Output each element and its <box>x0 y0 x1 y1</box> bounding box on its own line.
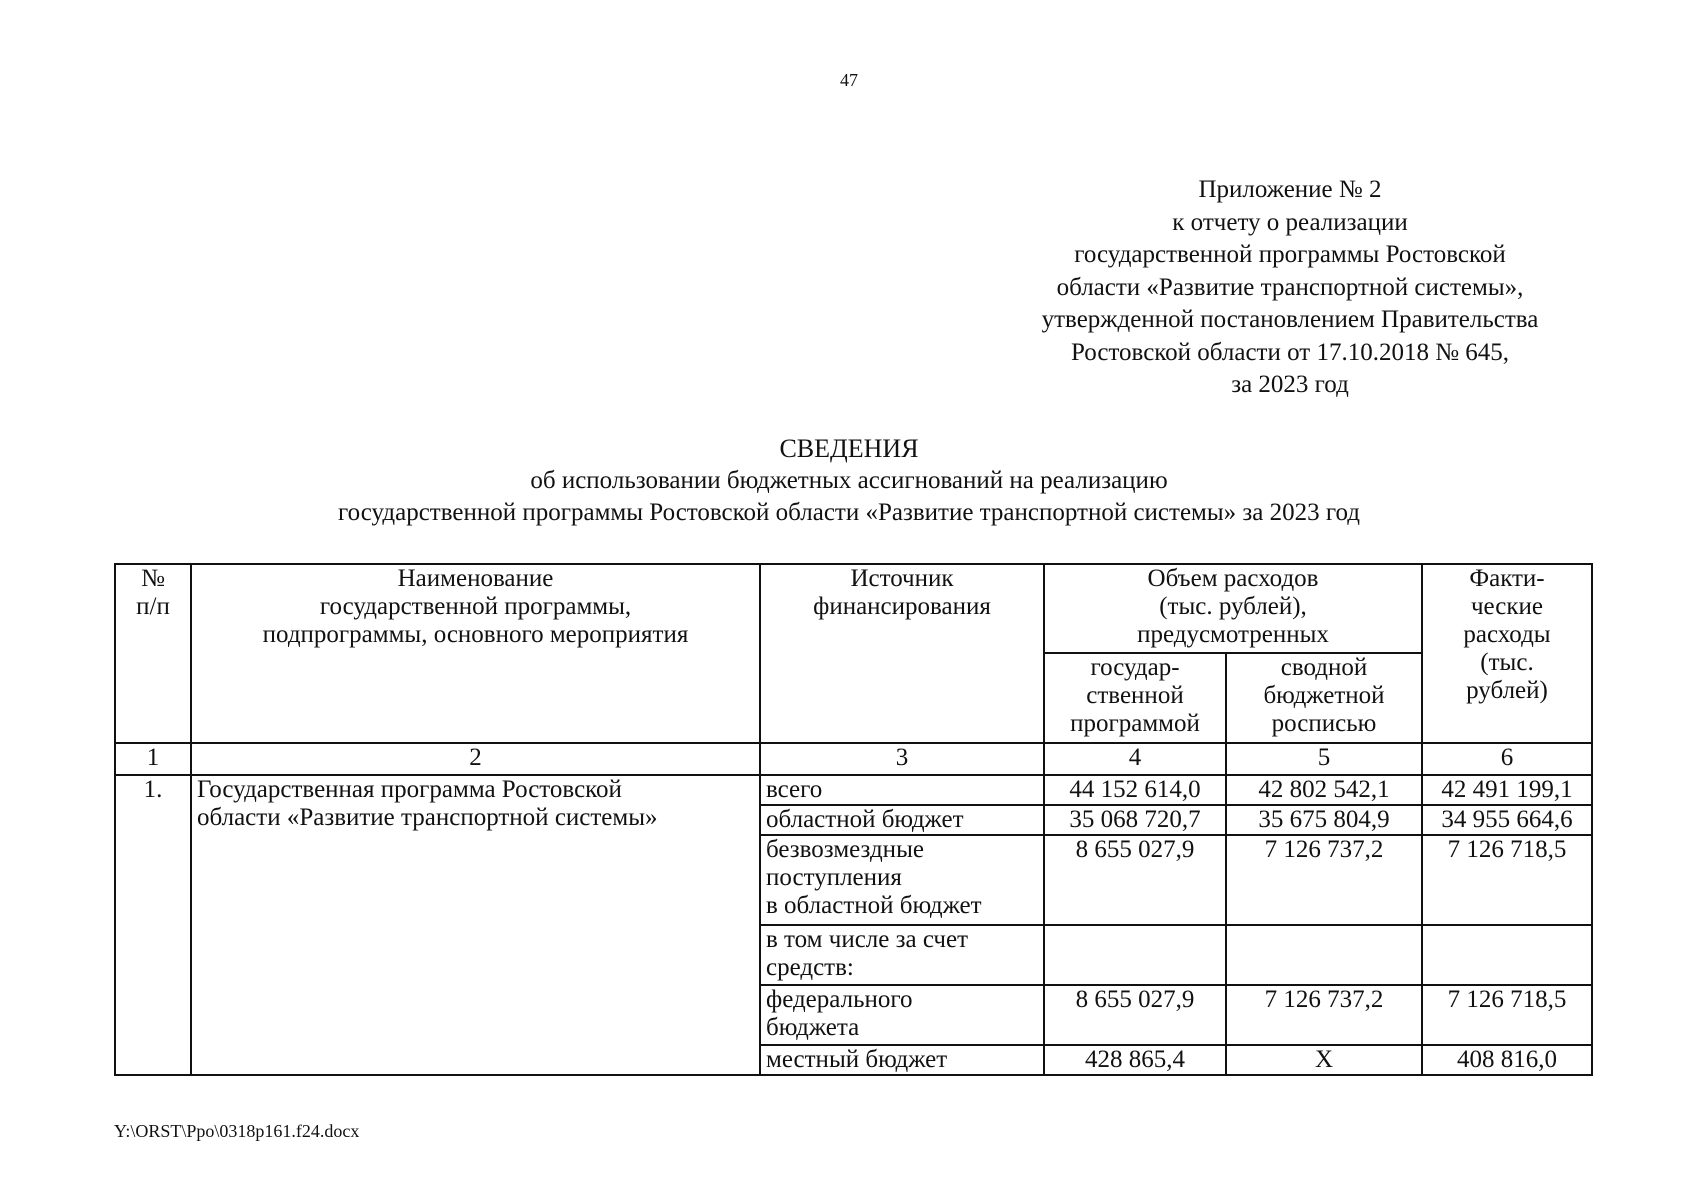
budget-list-cell: X <box>1226 1045 1422 1075</box>
appendix-line: утвержденной постановлением Правительства <box>1041 306 1539 333</box>
budget-list-cell <box>1226 925 1422 985</box>
document-title: СВЕДЕНИЯ <box>779 434 919 463</box>
source-cell: областной бюджет <box>760 805 1044 835</box>
header-budget-list: сводной бюджетной росписью <box>1226 653 1422 743</box>
column-number-row <box>115 743 1592 775</box>
state-program-cell: 8 655 027,9 <box>1044 985 1226 1045</box>
header-source: Источник финансирования <box>760 564 1044 743</box>
column-number: 2 <box>191 743 760 775</box>
document-heading <box>0 433 1698 529</box>
source-cell: всего <box>760 775 1044 805</box>
appendix-line: за 2023 год <box>1231 371 1349 398</box>
appendix-line: Ростовской области от 17.10.2018 № 645, <box>1070 338 1510 366</box>
appendix-line: Приложение № 2 <box>1198 176 1382 203</box>
document-subtitle-line: об использовании бюджетных ассигнований на реализацию <box>530 467 1168 494</box>
column-number: 4 <box>1044 743 1226 775</box>
source-cell: федерального бюджета <box>760 985 1044 1045</box>
header-name: Наименование государственной программы, подпрограммы, основного мероприятия <box>191 564 760 743</box>
source-cell: местный бюджет <box>760 1045 1044 1075</box>
column-number: 5 <box>1226 743 1422 775</box>
row-number: 1. <box>115 775 191 1075</box>
budget-list-cell: 42 802 542,1 <box>1226 775 1422 805</box>
budget-table <box>114 563 1593 1076</box>
budget-list-cell: 7 126 737,2 <box>1226 985 1422 1045</box>
actual-cell: 34 955 664,6 <box>1422 805 1592 835</box>
source-cell: безвозмездные поступления в областной бюджет <box>760 835 1044 925</box>
page-number: 47 <box>840 70 858 90</box>
appendix-line: области «Развитие транспортной системы», <box>1056 273 1524 301</box>
state-program-cell <box>1044 925 1226 985</box>
file-path-footer: Y:\ORST\Ppo\0318p161.f24.docx <box>114 1121 360 1141</box>
actual-cell: 42 491 199,1 <box>1422 775 1592 805</box>
header-volume: Объем расходов (тыс. рублей), предусмотренных <box>1044 564 1422 653</box>
state-program-cell: 428 865,4 <box>1044 1045 1226 1075</box>
actual-cell: 7 126 718,5 <box>1422 985 1592 1045</box>
budget-list-cell: 35 675 804,9 <box>1226 805 1422 835</box>
column-number: 6 <box>1422 743 1592 775</box>
appendix-line: к отчету о реализации <box>1172 208 1408 236</box>
state-program-cell: 8 655 027,9 <box>1044 835 1226 925</box>
budget-list-cell: 7 126 737,2 <box>1226 835 1422 925</box>
column-number: 3 <box>760 743 1044 775</box>
source-cell: в том числе за счет средств: <box>760 925 1044 985</box>
appendix-line: государственной программы Ростовской <box>1074 241 1506 268</box>
state-program-cell: 35 068 720,7 <box>1044 805 1226 835</box>
state-program-cell: 44 152 614,0 <box>1044 775 1226 805</box>
program-name: Государственная программа Ростовской области «Развитие транспортной системы» <box>191 775 760 1075</box>
actual-cell: 7 126 718,5 <box>1422 835 1592 925</box>
table-row <box>115 775 1592 805</box>
header-actual: Факти- ческие расходы (тыс. рублей) <box>1422 564 1592 743</box>
header-state-program: государ- ственной программой <box>1044 653 1226 743</box>
actual-cell: 408 816,0 <box>1422 1045 1592 1075</box>
document-subtitle-line: государственной программы Ростовской области «Развитие транспортной системы» за 2023 год <box>337 499 1361 526</box>
column-number: 1 <box>115 743 191 775</box>
actual-cell <box>1422 925 1592 985</box>
appendix-block <box>990 174 1590 402</box>
header-num: № п/п <box>115 564 191 743</box>
